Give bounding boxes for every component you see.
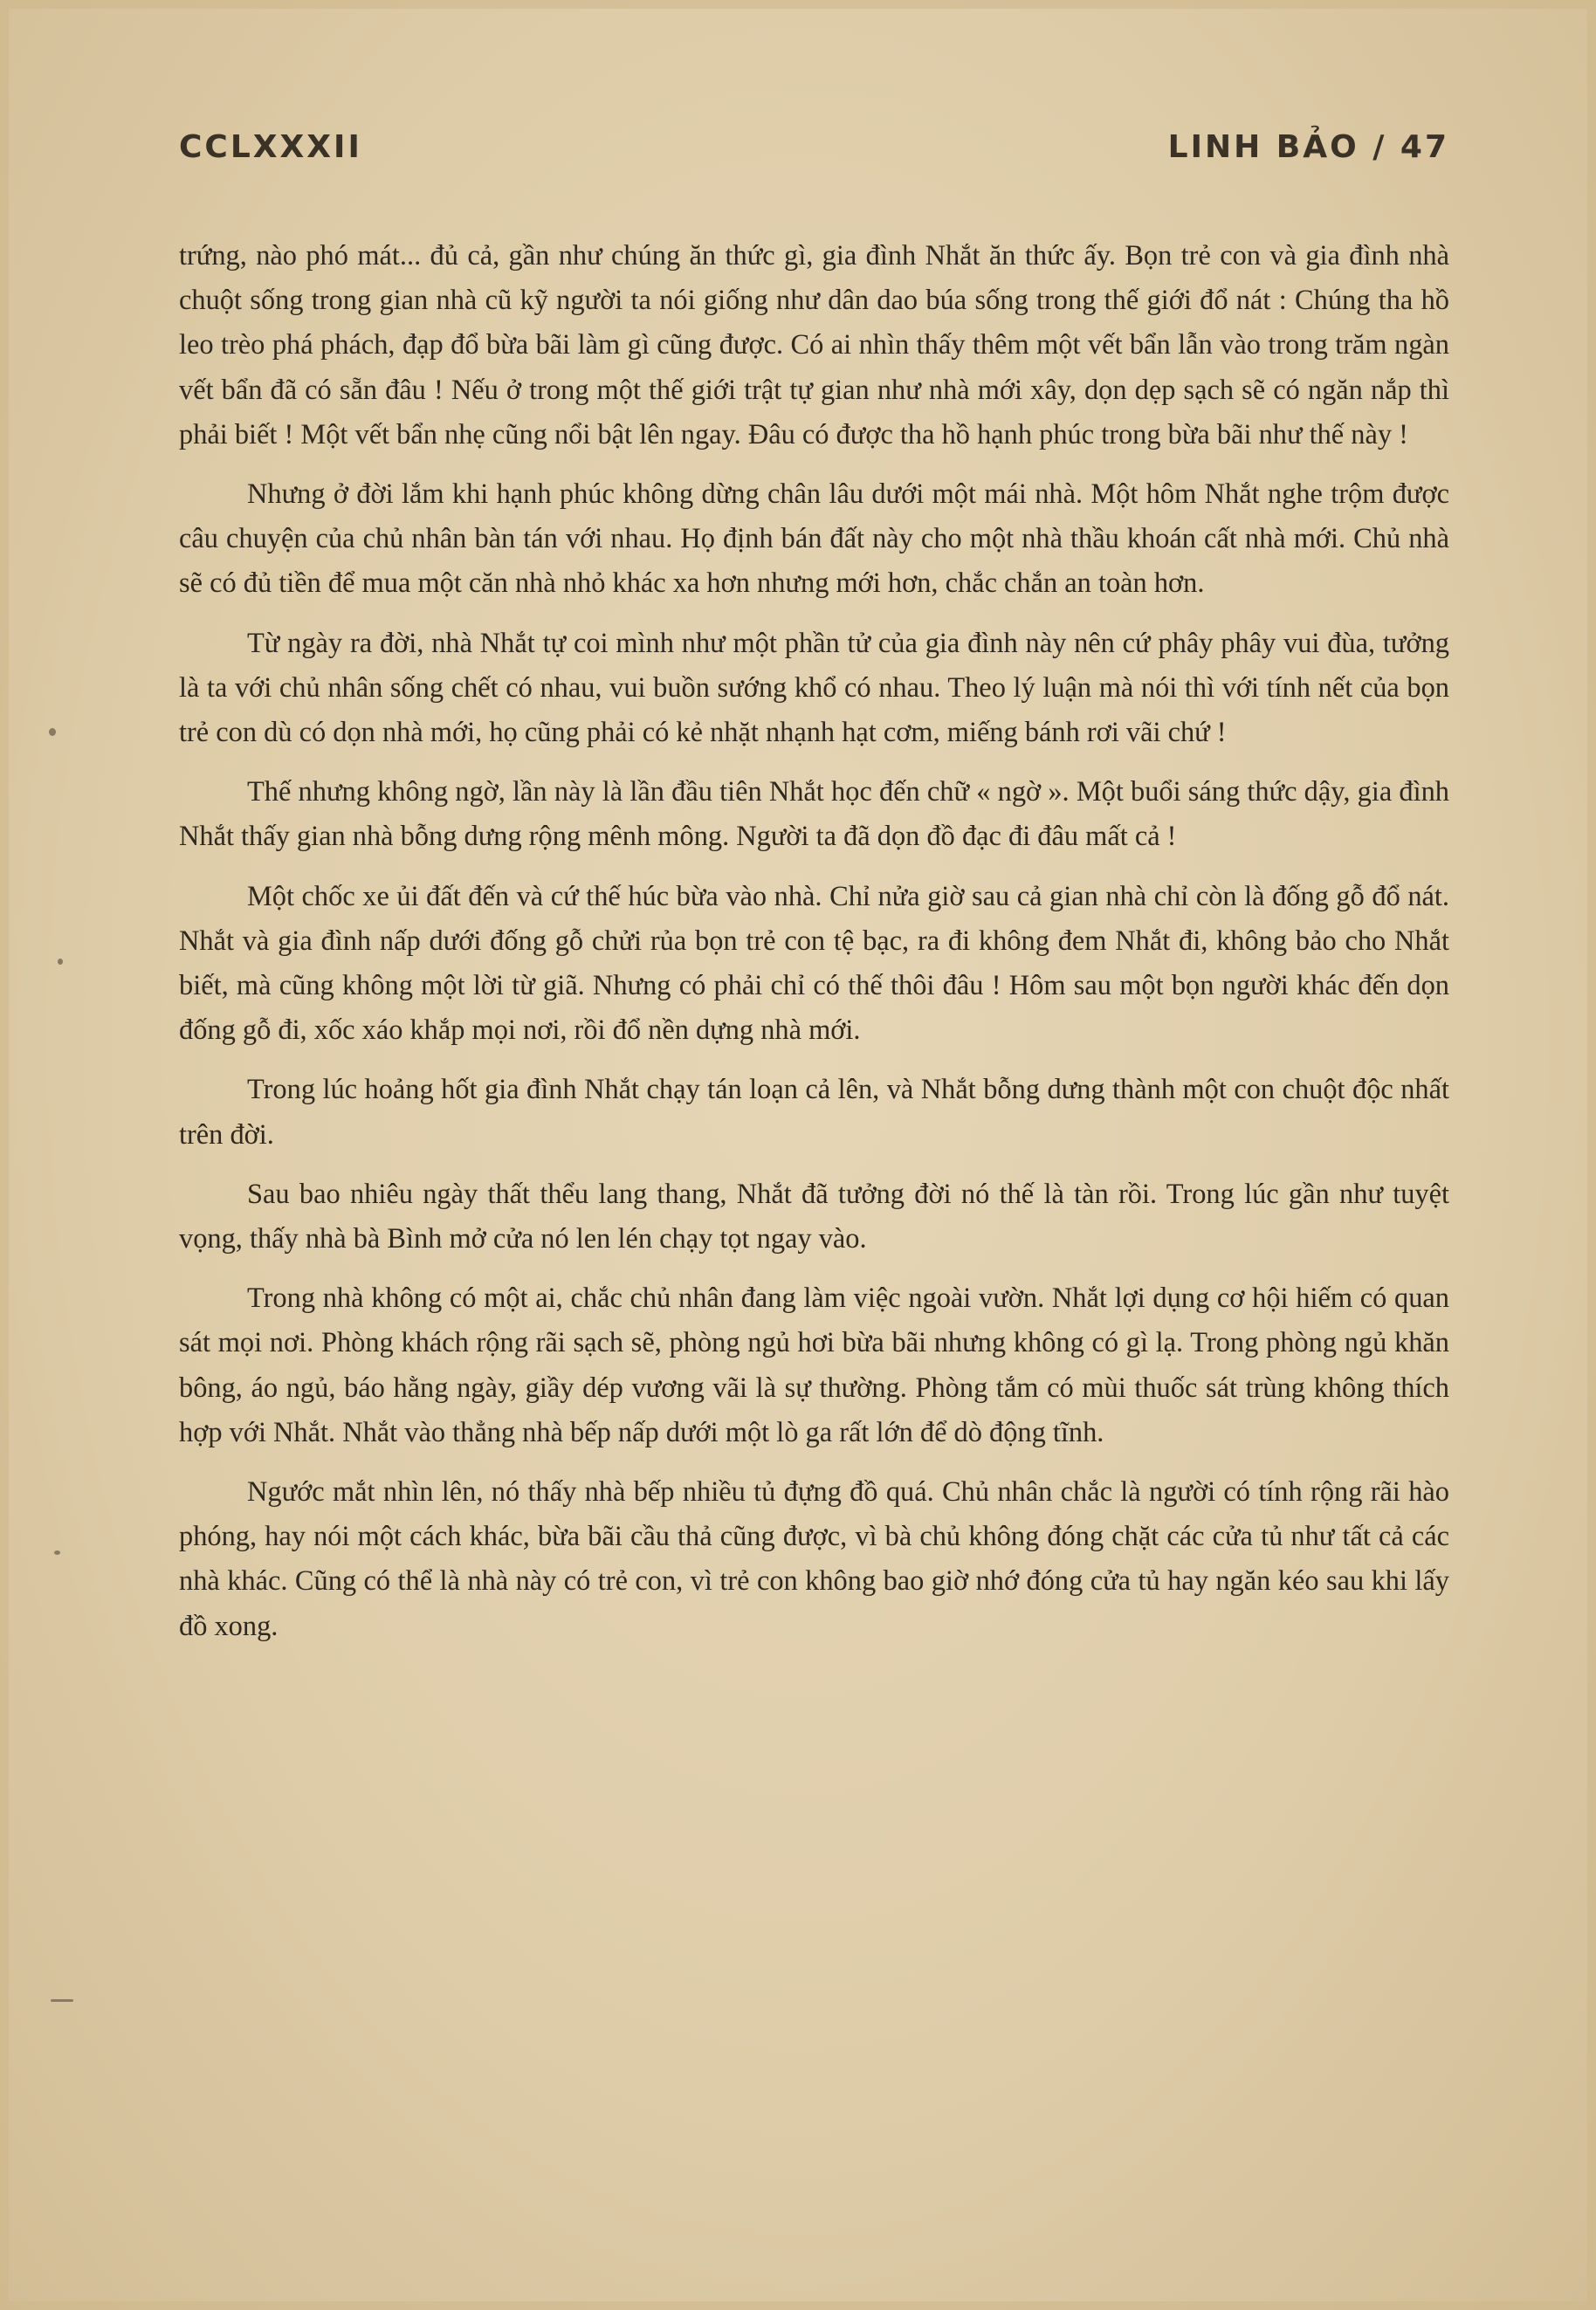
paragraph-2: Nhưng ở đời lắm khi hạnh phúc không dừng chân lâu dưới một mái nhà. Một hôm Nhắt nghe trộm được câu chuyện của chủ nhân bàn tán với nhau. Họ định bán đất này cho một nhà thầu khoán cất nhà mới. Chủ nhà sẽ có đủ tiền để mua một căn nhà nhỏ khác xa hơn nhưng mới hơn, chắc chắn an toàn hơn. xyxy=(179,478,1449,600)
paper-spot xyxy=(58,959,63,965)
paragraph-5: Một chốc xe ủi đất đến và cứ thế húc bừa vào nhà. Chỉ nửa giờ sau cả gian nhà chỉ còn là đống gỗ đổ nát. Nhắt và gia đình nấp dưới đống gỗ chửi rủa bọn trẻ con tệ bạc, ra đi không đem Nhắt đi, không bảo cho Nhắt biết, mà cũng không một lời từ giã. Nhưng có phải chỉ có thế thôi đâu ! Hôm sau một bọn người khác đến dọn đống gỗ đi, xốc xáo khắp mọi nơi, rồi đổ nền dựng nhà mới. xyxy=(179,880,1449,1047)
paragraph-3: Từ ngày ra đời, nhà Nhắt tự coi mình như một phần tử của gia đình này nên cứ phây phây vui đùa, tưởng là ta với chủ nhân sống chết có nhau, vui buồn sướng khổ có nhau. Theo lý luận mà nói thì với tính nết của bọn trẻ con dù có dọn nhà mới, họ cũng phải có kẻ nhặt nhạnh hạt cơm, miếng bánh rơi vãi chứ ! xyxy=(179,627,1449,749)
author-page-number: LINH BẢO / 47 xyxy=(1167,129,1449,165)
paragraph-6: Trong lúc hoảng hốt gia đình Nhắt chạy tán loạn cả lên, và Nhắt bỗng dưng thành một con chuột độc nhất trên đời. xyxy=(179,1074,1449,1151)
body-text xyxy=(179,234,1449,1664)
paragraph-8: Trong nhà không có một ai, chắc chủ nhân đang làm việc ngoài vườn. Nhắt lợi dụng cơ hội hiếm có quan sát mọi nơi. Phòng khách rộng rãi sạch sẽ, phòng ngủ hơi bừa bãi nhưng không có gì lạ. Trong phòng ngủ khăn bông, áo ngủ, báo hằng ngày, giầy dép vương vãi là sự thường. Phòng tắm có mùi thuốc sát trùng không thích hợp với Nhắt. Nhắt vào thẳng nhà bếp nấp dưới một lò ga rất lớn để dò động tĩnh. xyxy=(179,1282,1449,1448)
paper-spot xyxy=(51,1999,73,2002)
running-header xyxy=(179,129,1449,182)
chapter-number: CCLXXXII xyxy=(179,129,362,165)
paper-spot xyxy=(49,728,56,736)
paragraph-4: Thế nhưng không ngờ, lần này là lần đầu tiên Nhắt học đến chữ « ngờ ». Một buổi sáng thức dậy, gia đình Nhắt thấy gian nhà bỗng dưng rộng mênh mông. Người ta đã dọn đồ đạc đi đâu mất cả ! xyxy=(179,776,1449,853)
paragraph-1: trứng, nào phó mát... đủ cả, gần như chúng ăn thức gì, gia đình Nhắt ăn thức ấy. Bọn trẻ con và gia đình nhà chuột sống trong gian nhà cũ kỹ người ta nói giống như dân dao búa sống trong thế giới đổ nát : Chúng tha hồ leo trèo phá phách, đạp đổ bừa bãi làm gì cũng được. Có ai nhìn thấy thêm một vết bẩn lẫn vào trong trăm ngàn vết bẩn đã có sẵn đâu ! Nếu ở trong một thế giới trật tự gian như nhà mới xây, dọn dẹp sạch sẽ có ngăn nắp thì phải biết ! Một vết bẩn nhẹ cũng nổi bật lên ngay. Đâu có được tha hồ hạnh phúc trong bừa bãi như thế này ! xyxy=(179,240,1449,450)
paper-spot xyxy=(54,1550,60,1555)
paragraph-9: Ngước mắt nhìn lên, nó thấy nhà bếp nhiều tủ đựng đồ quá. Chủ nhân chắc là người có tính rộng rãi hào phóng, hay nói một cách khác, bừa bãi cầu thả cũng được, vì bà chủ không đóng chặt các cửa tủ như tất cả các nhà khác. Cũng có thể là nhà này có trẻ con, vì trẻ con không bao giờ nhớ đóng cửa tủ hay ngăn kéo sau khi lấy đồ xong. xyxy=(179,1476,1449,1642)
paragraph-7: Sau bao nhiêu ngày thất thểu lang thang, Nhắt đã tưởng đời nó thế là tàn rồi. Trong lúc gần như tuyệt vọng, thấy nhà bà Bình mở cửa nó len lén chạy tọt ngay vào. xyxy=(179,1178,1449,1255)
